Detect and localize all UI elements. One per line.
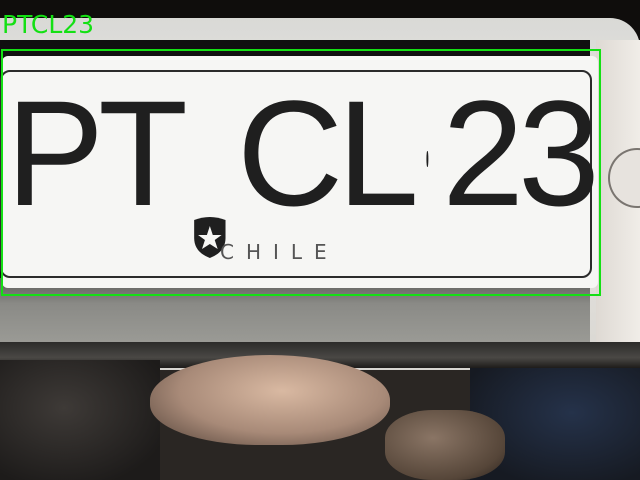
detection-label: PTCL23	[2, 10, 95, 39]
plate-segment-1: PT	[6, 69, 183, 237]
plate-segment-3: 23	[442, 69, 594, 237]
plate-country-label: CHILE	[220, 240, 339, 264]
sleeve-left	[0, 360, 160, 480]
detection-bounding-box	[1, 49, 601, 296]
hand	[150, 355, 390, 445]
hand-fingers	[385, 410, 505, 480]
plate-segment-2: CL	[236, 69, 414, 237]
